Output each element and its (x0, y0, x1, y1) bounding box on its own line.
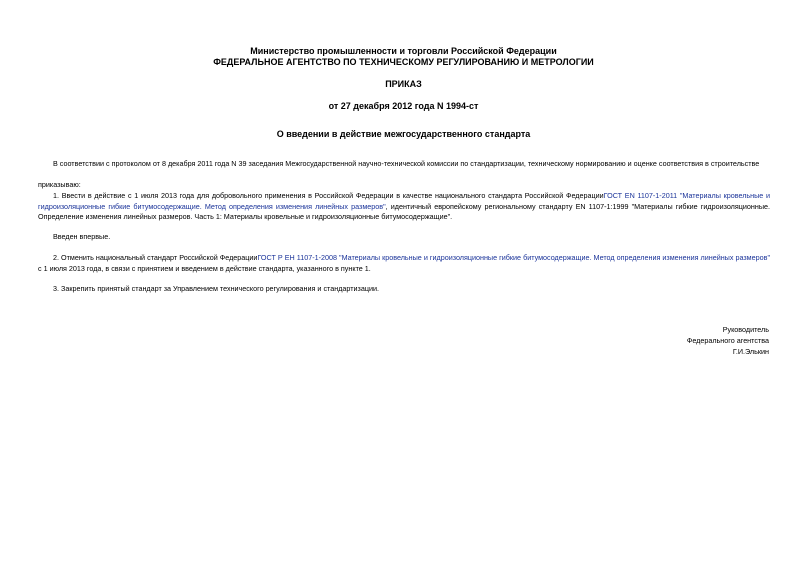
signature-block (609, 324, 769, 357)
document-subject: О введении в действие межгосударственного стандарта (276, 129, 531, 139)
signatory-title-line-1: Руководитель (722, 325, 769, 334)
document-date-number: от 27 декабря 2012 года N 1994-ст (328, 101, 479, 111)
item-2-continuation: с 1 июля 2013 года, в связи с принятием и введением в действие стандарта, указанного в пункте 1. (38, 263, 371, 273)
ministry-name: Министерство промышленности и торговли Российской Федерации (250, 46, 557, 56)
item-1-text: 1. Ввести в действие с 1 июля 2013 года для добровольного применения в Российской Федерации в качестве национального стандарта Российской Федерации (53, 191, 604, 200)
order-word: приказываю: (38, 180, 81, 189)
item-3-paragraph: 3. Закрепить принятый стандарт за Управлением технического регулирования и стандартизации. (53, 284, 379, 293)
gost-r-en-1107-1-2008-link[interactable]: ГОСТ Р ЕН 1107-1-2008 "Материалы кровельные и гидроизоляционные гибкие битумосодержащие. Метод определения изменения линейных размеров" (257, 253, 770, 262)
item-2-text: 2. Отменить национальный стандарт Российской Федерации (53, 253, 258, 262)
signatory-title-line-2: Федерального агентства (686, 336, 769, 345)
signatory-name: Г.И.Элькин (732, 347, 769, 356)
gost-en-1107-1-2011-link[interactable]: ГОСТ EN 1107-1-2011 "Материалы кровельные и гидроизоляционные гибкие битумосодержащие. Метод определения изменения линейных размеров" (38, 191, 771, 211)
intro-paragraph: В соответствии с протоколом от 8 декабря 2011 года N 39 заседания Межгосударственной научно-технической комиссии по стандартизации, техническому нормированию и оценке соответствия в строительстве (53, 159, 760, 168)
item-1-continuation: , идентичный европейскому региональному стандарту EN 1107-1:1999 "Материалы гибкие гидроизоляционные. Определение изменения линейных размеров. Часть 1: Материалы кровельные и гидроизоляционные битумосодержащие". (38, 201, 770, 221)
document-type: ПРИКАЗ (385, 79, 422, 89)
first-introduced-note: Введен впервые. (53, 232, 111, 241)
item-2-paragraph (38, 253, 770, 274)
item-1-paragraph (38, 191, 770, 223)
agency-name: ФЕДЕРАЛЬНОЕ АГЕНТСТВО ПО ТЕХНИЧЕСКОМУ РЕГУЛИРОВАНИЮ И МЕТРОЛОГИИ (213, 57, 594, 67)
